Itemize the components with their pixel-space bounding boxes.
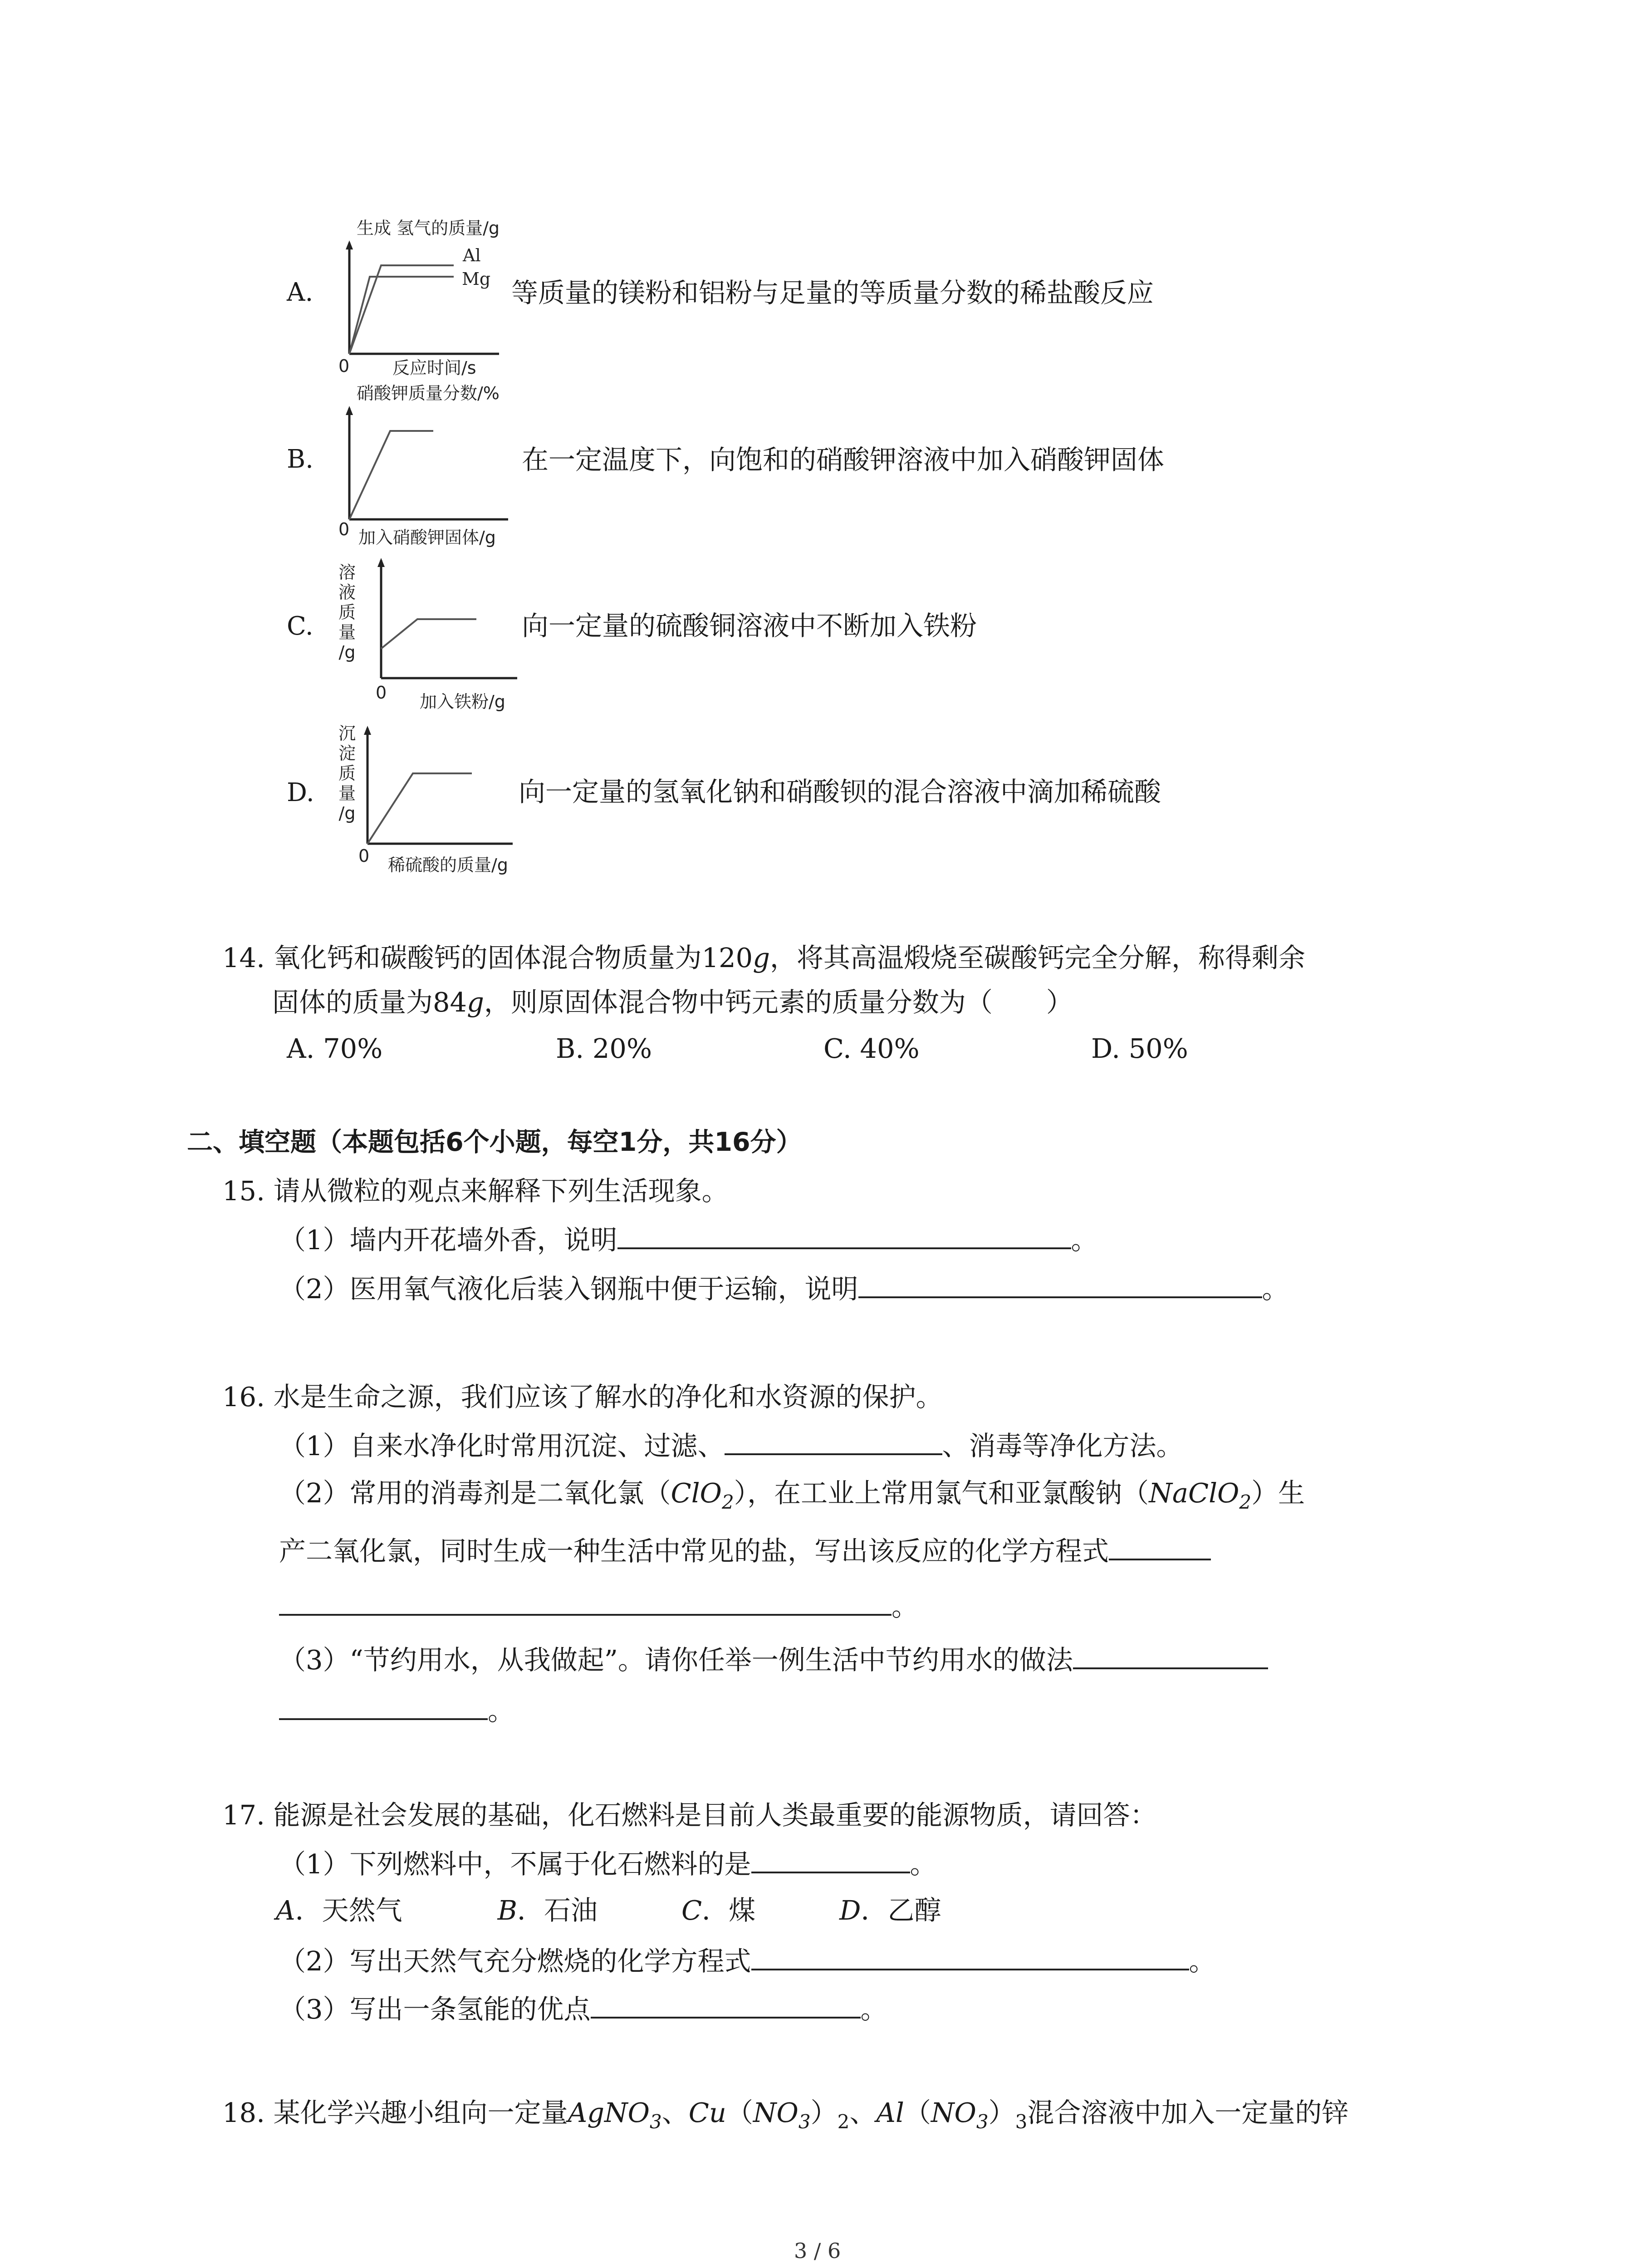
- q15-blank2[interactable]: [858, 1270, 1262, 1298]
- q17-part1: （1）下列燃料中，不属于化石燃料的是 。: [279, 1845, 937, 1882]
- option-a-letter: A.: [287, 278, 314, 307]
- option-a-text: 等质量的镁粉和铝粉与足量的等质量分数的稀盐酸反应: [511, 277, 1154, 308]
- page-number: 3 / 6: [794, 2239, 841, 2263]
- option-d-text: 向一定量的氢氧化钠和硝酸钡的混合溶液中滴加稀硫酸: [519, 776, 1161, 807]
- graph-c: [354, 551, 535, 723]
- graph-d-origin: 0: [358, 846, 370, 866]
- graph-a-al-label: Al: [463, 245, 481, 265]
- graph-b-ylabel: 硝酸钾质量分数/%: [357, 383, 500, 403]
- q14-line2: 固体的质量为84g，则原固体混合物中钙元素的质量分数为（ ）: [272, 987, 1073, 1018]
- graph-a-al-curve: [349, 265, 454, 354]
- q16-part2-line1: （2）常用的消毒剂是二氧化氯（ClO$_2$），在工业上常用氯气和亚氯酸钠（NaClO$_2$）生: [279, 1477, 1305, 1513]
- graph-c-xlabel: 加入铁粉/g: [420, 692, 505, 712]
- q17-choice-d: D．乙醇: [839, 1895, 941, 1926]
- option-d-letter: D.: [287, 778, 314, 807]
- graph-a-origin: 0: [338, 356, 350, 376]
- q18-line1: 18. 某化学兴趣小组向一定量AgNO$_3$、$Cu(NO_3)_2$、$Al(NO_3)_3$混合溶液中加入一定量的锌: [222, 2097, 1349, 2133]
- graph-b-y-arrow: [346, 406, 353, 415]
- q15-blank1[interactable]: [617, 1221, 1071, 1249]
- q17-stem: 17. 能源是社会发展的基础，化石燃料是目前人类最重要的能源物质，请回答：: [222, 1799, 1157, 1831]
- q16-blank2b[interactable]: [279, 1588, 892, 1616]
- q15-part1: （1）墙内开花墙外香，说明 。: [279, 1221, 1098, 1258]
- option-b-text: 在一定温度下，向饱和的硝酸钾溶液中加入硝酸钾固体: [522, 444, 1165, 475]
- graph-a-mg-curve: [349, 277, 454, 354]
- q16-part1: （1）自来水净化时常用沉淀、过滤、 、消毒等净化方法。: [279, 1427, 1183, 1464]
- graph-c-curve: [381, 619, 476, 649]
- option-b-letter: B.: [287, 445, 314, 474]
- q16-part2-line2: 产二氧化氯，同时生成一种生活中常见的盐，写出该反应的化学方程式: [279, 1532, 1211, 1569]
- option-c-text: 向一定量的硫酸铜溶液中不断加入铁粉: [522, 610, 977, 641]
- q16-part3-line2: 。: [279, 1692, 514, 1729]
- q16-blank2a[interactable]: [1109, 1532, 1211, 1560]
- q14-line1: 14. 氧化钙和碳酸钙的固体混合物质量为120g，将其高温煅烧至碳酸钙完全分解，称得剩余: [222, 942, 1305, 973]
- graph-d-curve: [367, 773, 472, 844]
- q17-choice-a: A．天然气: [276, 1895, 402, 1926]
- q15-part2: （2）医用氧气液化后装入钢瓶中便于运输，说明 。: [279, 1270, 1289, 1307]
- q14-choice-a: A. 70%: [287, 1033, 383, 1064]
- graph-d-xlabel: 稀硫酸的质量/g: [388, 855, 508, 875]
- q16-part3: （3）“节约用水，从我做起”。请你任举一例生活中节约用水的做法: [279, 1641, 1268, 1678]
- q17-choices: [276, 1892, 941, 1929]
- graph-c-y-arrow: [377, 558, 385, 567]
- q17-choice-b: B．石油: [497, 1895, 598, 1926]
- q16-blank3b[interactable]: [279, 1692, 488, 1720]
- graph-d-y-arrow: [364, 726, 371, 735]
- q16-blank3a[interactable]: [1073, 1641, 1268, 1669]
- option-c-letter: C.: [287, 611, 314, 641]
- graph-a-xlabel: 反应时间/s: [392, 358, 476, 378]
- graph-a: [318, 218, 513, 381]
- graph-b: [318, 381, 526, 549]
- q17-part2: （2）写出天然气充分燃烧的化学方程式 。: [279, 1942, 1216, 1980]
- graph-d: [345, 719, 535, 891]
- graph-b-xlabel: 加入硝酸钾固体/g: [358, 528, 496, 547]
- q14-choice-c: C. 40%: [823, 1033, 920, 1064]
- q15-stem: 15. 请从微粒的观点来解释下列生活现象。: [222, 1175, 729, 1207]
- q17-part3: （3）写出一条氢能的优点 。: [279, 1990, 887, 2028]
- graph-a-mg-label: Mg: [462, 269, 491, 289]
- q17-blank2[interactable]: [751, 1942, 1189, 1970]
- graph-b-origin: 0: [338, 519, 350, 539]
- section-2-title: 二、填空题（本题包括6个小题，每空1分，共16分）: [187, 1127, 802, 1157]
- graph-a-y-arrow: [346, 240, 353, 249]
- q14-choice-d: D. 50%: [1091, 1033, 1188, 1064]
- q14-choice-b: B. 20%: [556, 1033, 652, 1064]
- graph-c-ylabel: 溶 液 质 量 /g: [338, 562, 356, 662]
- q16-stem: 16. 水是生命之源，我们应该了解水的净化和水资源的保护。: [222, 1381, 943, 1413]
- q16-part2-line3: 。: [279, 1588, 918, 1625]
- graph-a-ylabel: 生成 氢气的质量/g: [357, 218, 500, 238]
- graph-b-curve: [349, 431, 433, 519]
- graph-d-ylabel: 沉 淀 质 量 /g: [338, 723, 356, 823]
- q17-choice-c: C．煤: [681, 1895, 756, 1926]
- q17-blank3[interactable]: [591, 1990, 861, 2019]
- graph-c-origin: 0: [376, 683, 387, 703]
- q17-blank1[interactable]: [751, 1845, 910, 1873]
- q16-blank1[interactable]: [725, 1427, 942, 1455]
